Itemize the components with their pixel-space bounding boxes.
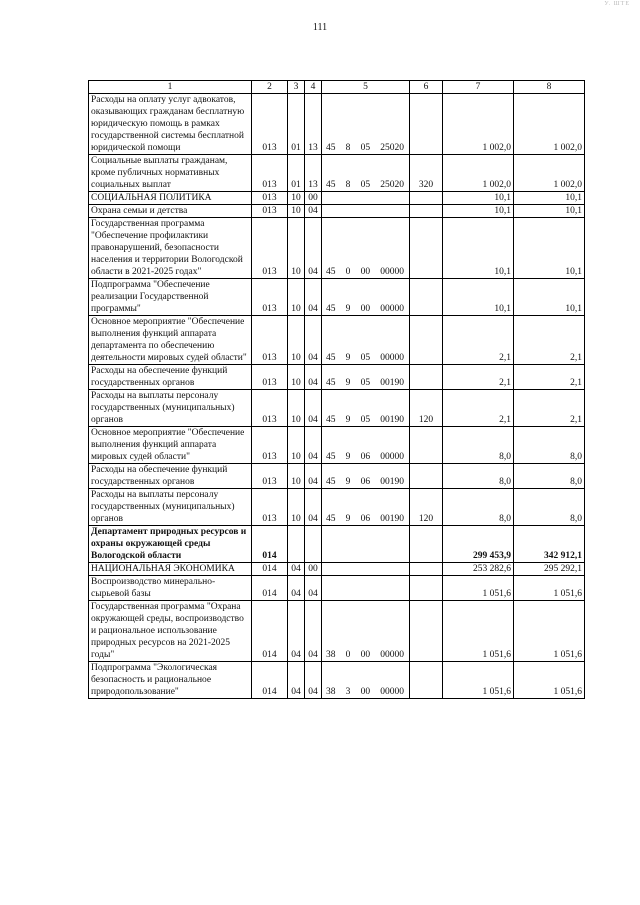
target-article-cell — [322, 316, 410, 365]
section-cell: 10 — [288, 464, 305, 489]
target-article-program: 45 — [326, 477, 336, 487]
header-cell: 4 — [305, 81, 322, 94]
target-article-program: 45 — [326, 180, 336, 190]
kvsr-cell: 014 — [252, 662, 288, 699]
section-cell: 04 — [288, 601, 305, 662]
amount-2022-cell: 1 051,6 — [443, 601, 514, 662]
target-article-cell — [322, 94, 410, 155]
kvsr-cell: 013 — [252, 489, 288, 526]
expense-type-cell — [410, 94, 443, 155]
row-name-cell: Расходы на оплату услуг адвокатов, оказывающих гражданам бесплатную юридическую помощь в рамках государственной системы бесплатной юридической помощи — [89, 94, 252, 155]
expense-type-cell — [410, 192, 443, 205]
kvsr-cell: 013 — [252, 94, 288, 155]
row-name-cell: Социальные выплаты гражданам, кроме публичных нормативных социальных выплат — [89, 155, 252, 192]
target-article-event: 06 — [360, 452, 371, 462]
target-article-cell — [322, 526, 410, 563]
expense-type-cell: 120 — [410, 489, 443, 526]
amount-2023-cell: 1 002,0 — [514, 155, 585, 192]
amount-2022-cell: 8,0 — [443, 464, 514, 489]
amount-2022-cell: 8,0 — [443, 489, 514, 526]
table-row — [89, 192, 585, 205]
target-article-direction: 00000 — [380, 687, 404, 697]
subsection-cell: 13 — [305, 94, 322, 155]
kvsr-cell: 014 — [252, 526, 288, 563]
amount-2023-cell: 342 912,1 — [514, 526, 585, 563]
expense-type-cell — [410, 218, 443, 279]
target-article-event: 05 — [360, 415, 371, 425]
header-cell: 1 — [89, 81, 252, 94]
row-name-cell: Департамент природных ресурсов и охраны окружающей среды Вологодской области — [89, 526, 252, 563]
section-cell: 10 — [288, 205, 305, 218]
row-name-cell: Расходы на выплаты персоналу государственных (муниципальных) органов — [89, 390, 252, 427]
target-article-event: 05 — [360, 180, 371, 190]
subsection-cell: 04 — [305, 365, 322, 390]
table-row — [89, 155, 585, 192]
target-article-event: 00 — [360, 304, 371, 314]
target-article-subprogram: 9 — [345, 477, 351, 487]
section-cell: 10 — [288, 365, 305, 390]
section-cell: 10 — [288, 192, 305, 205]
expense-type-cell: 320 — [410, 155, 443, 192]
amount-2022-cell: 2,1 — [443, 316, 514, 365]
table-row — [89, 365, 585, 390]
table-header-row — [89, 81, 585, 94]
header-cell: 7 — [443, 81, 514, 94]
target-article-program: 45 — [326, 378, 336, 388]
subsection-cell — [305, 526, 322, 563]
target-article-cell — [322, 576, 410, 601]
amount-2023-cell: 2,1 — [514, 390, 585, 427]
row-name-cell: Основное мероприятие "Обеспечение выполнения функций аппарата департамента по обеспечению деятельности мировых судей области" — [89, 316, 252, 365]
table-row — [89, 601, 585, 662]
subsection-cell: 04 — [305, 662, 322, 699]
target-article-direction: 00000 — [380, 353, 404, 363]
page-number: 111 — [312, 22, 328, 33]
target-article-direction: 00000 — [380, 452, 404, 462]
table-row — [89, 94, 585, 155]
target-article-direction: 25020 — [380, 180, 404, 190]
subsection-cell: 00 — [305, 192, 322, 205]
header-cell: 2 — [252, 81, 288, 94]
amount-2022-cell: 1 002,0 — [443, 155, 514, 192]
kvsr-cell: 013 — [252, 218, 288, 279]
amount-2022-cell: 10,1 — [443, 192, 514, 205]
amount-2022-cell: 10,1 — [443, 279, 514, 316]
target-article-program: 45 — [326, 452, 336, 462]
corner-mark: У. ШТЕ — [604, 1, 630, 7]
row-name-cell: Государственная программа "Обеспечение профилактики правонарушений, безопасности населения и территории Вологодской области в 2021-2025 годах" — [89, 218, 252, 279]
target-article-cell — [322, 365, 410, 390]
target-article-event: 05 — [360, 353, 371, 363]
amount-2022-cell: 10,1 — [443, 218, 514, 279]
target-article-cell — [322, 218, 410, 279]
table-row — [89, 205, 585, 218]
subsection-cell: 00 — [305, 563, 322, 576]
expense-type-cell — [410, 601, 443, 662]
target-article-cell — [322, 464, 410, 489]
table-row — [89, 563, 585, 576]
kvsr-cell: 013 — [252, 279, 288, 316]
kvsr-cell: 013 — [252, 365, 288, 390]
table-row — [89, 390, 585, 427]
target-article-program: 45 — [326, 267, 336, 277]
row-name-cell: Расходы на обеспечение функций государственных органов — [89, 464, 252, 489]
target-article-direction: 00190 — [380, 514, 404, 524]
row-name-cell: Расходы на обеспечение функций государственных органов — [89, 365, 252, 390]
expense-type-cell — [410, 279, 443, 316]
kvsr-cell: 013 — [252, 155, 288, 192]
amount-2023-cell: 295 292,1 — [514, 563, 585, 576]
section-cell: 10 — [288, 218, 305, 279]
expense-type-cell — [410, 427, 443, 464]
target-article-cell — [322, 427, 410, 464]
target-article-subprogram: 8 — [345, 143, 351, 153]
target-article-program: 38 — [326, 687, 336, 697]
target-article-cell — [322, 390, 410, 427]
amount-2023-cell: 1 051,6 — [514, 662, 585, 699]
table-row — [89, 316, 585, 365]
table-row — [89, 427, 585, 464]
amount-2023-cell: 8,0 — [514, 427, 585, 464]
subsection-cell: 04 — [305, 316, 322, 365]
row-name-cell: Воспроизводство минерально-сырьевой базы — [89, 576, 252, 601]
section-cell: 04 — [288, 576, 305, 601]
target-article-direction: 25020 — [380, 143, 404, 153]
amount-2023-cell: 1 051,6 — [514, 576, 585, 601]
subsection-cell: 04 — [305, 390, 322, 427]
target-article-subprogram: 8 — [345, 180, 351, 190]
expense-type-cell — [410, 464, 443, 489]
amount-2022-cell: 1 051,6 — [443, 576, 514, 601]
section-cell: 04 — [288, 662, 305, 699]
kvsr-cell: 013 — [252, 464, 288, 489]
table-row — [89, 662, 585, 699]
target-article-direction: 00000 — [380, 650, 404, 660]
kvsr-cell: 013 — [252, 390, 288, 427]
amount-2022-cell: 299 453,9 — [443, 526, 514, 563]
target-article-event: 00 — [360, 267, 371, 277]
kvsr-cell: 013 — [252, 427, 288, 464]
target-article-direction: 00000 — [380, 267, 404, 277]
target-article-cell — [322, 489, 410, 526]
section-cell: 10 — [288, 316, 305, 365]
table-row — [89, 489, 585, 526]
budget-table — [88, 80, 585, 699]
subsection-cell: 04 — [305, 489, 322, 526]
target-article-subprogram: 9 — [345, 415, 351, 425]
subsection-cell: 04 — [305, 279, 322, 316]
table-row — [89, 464, 585, 489]
expense-type-cell — [410, 365, 443, 390]
target-article-direction: 00190 — [380, 378, 404, 388]
amount-2023-cell: 1 002,0 — [514, 94, 585, 155]
target-article-event: 05 — [360, 143, 371, 153]
amount-2023-cell: 10,1 — [514, 218, 585, 279]
kvsr-cell: 013 — [252, 205, 288, 218]
row-name-cell: СОЦИАЛЬНАЯ ПОЛИТИКА — [89, 192, 252, 205]
target-article-subprogram: 0 — [345, 650, 351, 660]
target-article-program: 45 — [326, 514, 336, 524]
target-article-event: 00 — [360, 687, 371, 697]
amount-2022-cell: 2,1 — [443, 390, 514, 427]
target-article-program: 45 — [326, 353, 336, 363]
row-name-cell: Подпрограмма "Экологическая безопасность и рациональное природопользование" — [89, 662, 252, 699]
target-article-cell — [322, 205, 410, 218]
target-article-subprogram: 9 — [345, 353, 351, 363]
kvsr-cell: 014 — [252, 563, 288, 576]
target-article-program: 45 — [326, 415, 336, 425]
expense-type-cell — [410, 205, 443, 218]
amount-2022-cell: 1 051,6 — [443, 662, 514, 699]
table-row — [89, 576, 585, 601]
expense-type-cell — [410, 576, 443, 601]
amount-2023-cell: 2,1 — [514, 316, 585, 365]
amount-2023-cell: 8,0 — [514, 464, 585, 489]
amount-2023-cell: 2,1 — [514, 365, 585, 390]
target-article-event: 06 — [360, 514, 371, 524]
subsection-cell: 04 — [305, 464, 322, 489]
target-article-program: 45 — [326, 304, 336, 314]
row-name-cell: НАЦИОНАЛЬНАЯ ЭКОНОМИКА — [89, 563, 252, 576]
amount-2022-cell: 253 282,6 — [443, 563, 514, 576]
row-name-cell: Расходы на выплаты персоналу государственных (муниципальных) органов — [89, 489, 252, 526]
section-cell: 10 — [288, 427, 305, 464]
target-article-event: 06 — [360, 477, 371, 487]
header-cell: 8 — [514, 81, 585, 94]
target-article-subprogram: 0 — [345, 267, 351, 277]
target-article-cell — [322, 563, 410, 576]
section-cell: 10 — [288, 390, 305, 427]
header-cell: 3 — [288, 81, 305, 94]
subsection-cell: 04 — [305, 205, 322, 218]
section-cell: 01 — [288, 155, 305, 192]
section-cell: 01 — [288, 94, 305, 155]
expense-type-cell — [410, 662, 443, 699]
section-cell: 04 — [288, 563, 305, 576]
target-article-program: 45 — [326, 143, 336, 153]
target-article-cell — [322, 279, 410, 316]
subsection-cell: 13 — [305, 155, 322, 192]
expense-type-cell — [410, 316, 443, 365]
subsection-cell: 04 — [305, 601, 322, 662]
expense-type-cell — [410, 563, 443, 576]
table-row — [89, 218, 585, 279]
amount-2023-cell: 10,1 — [514, 192, 585, 205]
subsection-cell: 04 — [305, 427, 322, 464]
target-article-direction: 00190 — [380, 415, 404, 425]
target-article-cell — [322, 192, 410, 205]
target-article-cell — [322, 662, 410, 699]
amount-2023-cell: 1 051,6 — [514, 601, 585, 662]
amount-2022-cell: 10,1 — [443, 205, 514, 218]
section-cell — [288, 526, 305, 563]
row-name-cell: Государственная программа "Охрана окружающей среды, воспроизводство и рациональное использование природных ресурсов на 2021-2025 годы" — [89, 601, 252, 662]
table-row — [89, 279, 585, 316]
target-article-subprogram: 3 — [345, 687, 351, 697]
kvsr-cell: 013 — [252, 192, 288, 205]
subsection-cell: 04 — [305, 576, 322, 601]
target-article-subprogram: 9 — [345, 378, 351, 388]
header-cell: 6 — [410, 81, 443, 94]
table-row — [89, 526, 585, 563]
row-name-cell: Основное мероприятие "Обеспечение выполнения функций аппарата мировых судей области" — [89, 427, 252, 464]
target-article-direction: 00190 — [380, 477, 404, 487]
expense-type-cell: 120 — [410, 390, 443, 427]
amount-2023-cell: 10,1 — [514, 205, 585, 218]
target-article-subprogram: 9 — [345, 304, 351, 314]
header-cell: 5 — [322, 81, 410, 94]
expense-type-cell — [410, 526, 443, 563]
target-article-subprogram: 9 — [345, 514, 351, 524]
section-cell: 10 — [288, 279, 305, 316]
amount-2022-cell: 2,1 — [443, 365, 514, 390]
target-article-cell — [322, 155, 410, 192]
target-article-cell — [322, 601, 410, 662]
subsection-cell: 04 — [305, 218, 322, 279]
section-cell: 10 — [288, 489, 305, 526]
amount-2023-cell: 10,1 — [514, 279, 585, 316]
amount-2023-cell: 8,0 — [514, 489, 585, 526]
target-article-event: 05 — [360, 378, 371, 388]
amount-2022-cell: 1 002,0 — [443, 94, 514, 155]
target-article-event: 00 — [360, 650, 371, 660]
kvsr-cell: 013 — [252, 316, 288, 365]
target-article-subprogram: 9 — [345, 452, 351, 462]
row-name-cell: Охрана семьи и детства — [89, 205, 252, 218]
target-article-direction: 00000 — [380, 304, 404, 314]
amount-2022-cell: 8,0 — [443, 427, 514, 464]
row-name-cell: Подпрограмма "Обеспечение реализации Государственной программы" — [89, 279, 252, 316]
target-article-program: 38 — [326, 650, 336, 660]
kvsr-cell: 014 — [252, 601, 288, 662]
kvsr-cell: 014 — [252, 576, 288, 601]
